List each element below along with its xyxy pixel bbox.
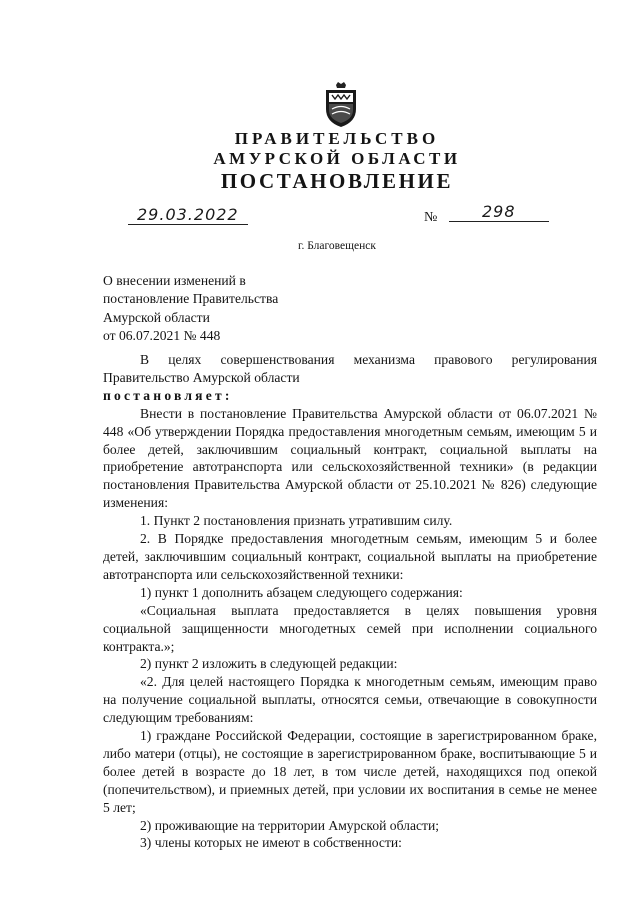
handwritten-date: 29.03.2022 [137, 205, 239, 224]
item-2-2: 2) пункт 2 изложить в следующей редакции: [140, 656, 398, 672]
subject-line: от 06.07.2021 № 448 [103, 327, 221, 343]
subject-line: постановление Правительства [103, 291, 279, 307]
requirement-3: 3) члены которых не имеют в собственности: [140, 835, 402, 851]
subject-line: О внесении изменений в [103, 273, 246, 288]
region-title: АМУРСКОЙ ОБЛАСТИ [213, 149, 461, 168]
item-2-1-text: «Социальная выплата предоставляется в целях повышения уровня социальной защищенности многодетных семей при исполнении социального контракта.»; [103, 602, 597, 654]
government-title: ПРАВИТЕЛЬСТВО [234, 129, 440, 148]
subject-line: Амурской области [103, 309, 210, 325]
intro-paragraph: Внести в постановление Правительства Амурской области от 06.07.2021 № 448 «Об утверждении Порядка предоставления многодетным семьям, имеющим 5 и более детей, заключившим социальный контракт, социальной выплаты на приобретение автотранспорта или сельскохозяйственной техники» (в редакции постановления Правительства Амурской области от 25.10.2021 № 826) следующие изменения: [103, 405, 597, 511]
handwritten-number: 298 [482, 202, 516, 221]
requirement-2: 2) проживающие на территории Амурской области; [140, 817, 440, 833]
item-2-1: 1) пункт 1 дополнить абзацем следующего содержания: [140, 584, 463, 600]
document-type: ПОСТАНОВЛЕНИЕ [220, 169, 454, 193]
number-underline [449, 221, 549, 222]
item-2: 2. В Порядке предоставления многодетным семьям, имеющим 5 и более детей, заключившим социальный контракт, социальной выплаты на приобретение автотранспорта или сельскохозяйственной техники: [103, 531, 597, 582]
city: г. Благовещенск [298, 240, 376, 252]
document-body [103, 351, 597, 852]
number-label: № [424, 210, 438, 225]
subject-block [103, 272, 278, 345]
preamble: В целях совершенствования механизма правового регулирования Правительство Амурской области [103, 352, 597, 385]
requirement-1: 1) граждане Российской Федерации, состоящие в зарегистрированном браке, либо матери (отцы), не состоящие в зарегистрированном браке, воспитывающие 5 и более детей в возрасте до 18 лет, в том числе детей, находящихся под опекой (попечительством), и приемных детей, при условии их воспитания в семье не менее 5 лет; [103, 728, 597, 815]
decides-word: постановляет: [103, 387, 233, 403]
item-1: 1. Пункт 2 постановления признать утратившим силу. [140, 513, 453, 529]
date-underline [128, 224, 248, 225]
coat-of-arms-icon [323, 82, 359, 128]
item-2-2-text: «2. Для целей настоящего Порядка к многодетным семьям, имеющим право на получение социальной выплаты, относятся семьи, отвечающие в совокупности следующим требованиям: [103, 674, 597, 726]
